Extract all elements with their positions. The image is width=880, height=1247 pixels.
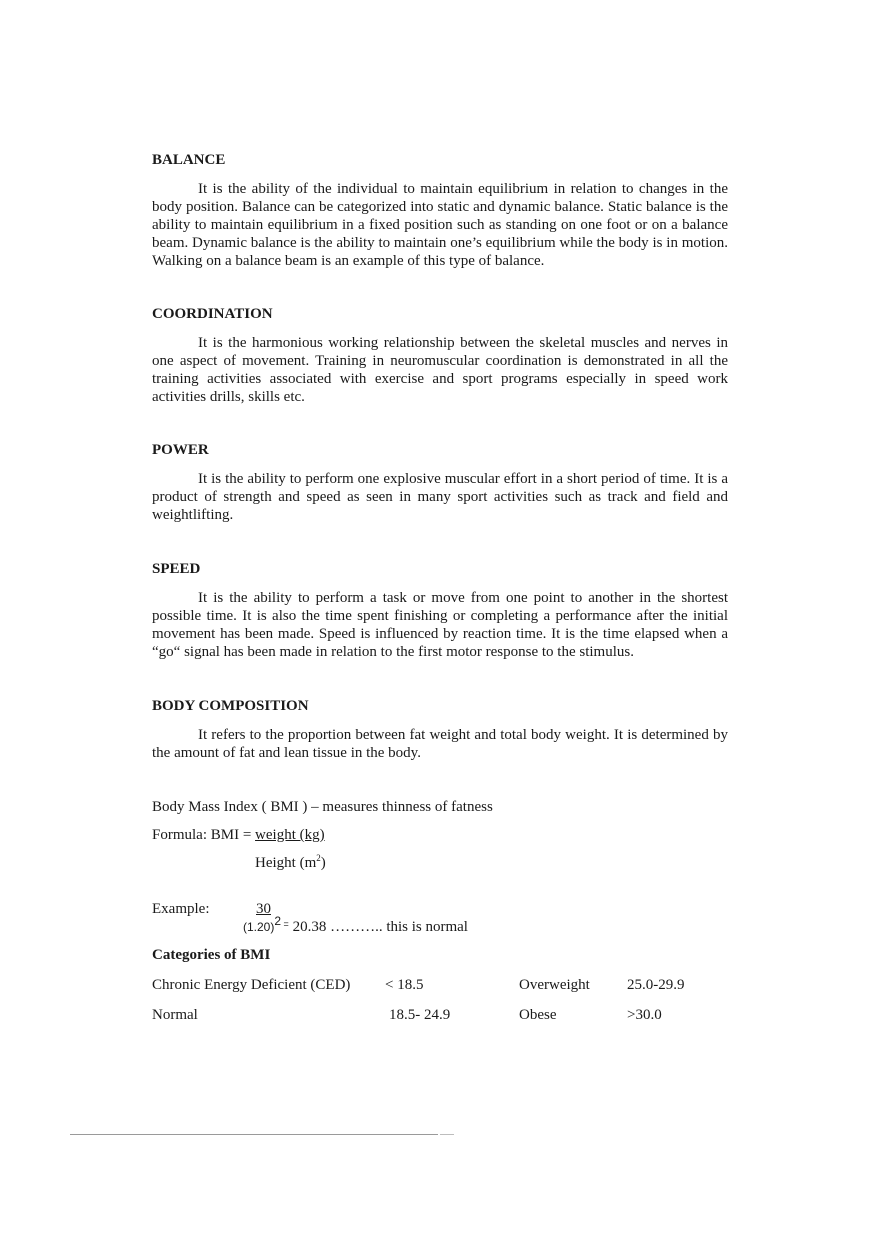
bmi-category-name: Normal: [152, 1007, 198, 1023]
bmi-category-range: 18.5- 24.9: [389, 1007, 451, 1023]
bmi-formula-label: Formula: BMI =: [152, 827, 256, 843]
bmi-formula-denominator-sup: 2: [316, 853, 321, 863]
bmi-example-denominator-line: [243, 914, 468, 936]
bmi-formula-denominator-text: Height (m: [255, 855, 317, 871]
section-text-body-composition: It refers to the proportion between fat weight and total body weight. It is determined by the amount of fat and lean tissue in the body.: [152, 727, 728, 761]
bmi-categories-heading: Categories of BMI: [152, 947, 271, 963]
footer-rule-end: [440, 1134, 454, 1135]
section-heading-body-composition: BODY COMPOSITION: [152, 698, 309, 714]
section-heading-power: POWER: [152, 442, 209, 458]
section-text-coordination: It is the harmonious working relationship between the skeletal muscles and nerves in one aspect of movement. Training in neuromuscular coordination is demonstrated in all the training activities associated with exercise and sport programs especially in speed work activities drills, skills etc.: [152, 335, 728, 405]
bmi-example-denominator-sup: 2: [274, 914, 282, 928]
bmi-formula-denominator: [255, 855, 326, 872]
section-heading-balance: BALANCE: [152, 152, 226, 168]
footer-rule: [70, 1134, 438, 1135]
bmi-example-label: Example:: [152, 901, 210, 917]
section-heading-speed: SPEED: [152, 561, 201, 577]
section-text-power: It is the ability to perform one explosive muscular effort in a short period of time. It is a product of strength and speed as seen in many sport activities such as track and field and weightlifting.: [152, 471, 728, 523]
section-heading-coordination: COORDINATION: [152, 306, 273, 322]
section-text-speed: It is the ability to perform a task or move from one point to another in the shortest possible time. It is also the time spent finishing or completing a performance after the initial movement has been made. Speed is influenced by reaction time. It is the time elapsed when a “go“ signal has been made in relation to the first motor response to the stimulus.: [152, 590, 728, 660]
bmi-formula-numerator: weight (kg): [255, 827, 325, 843]
bmi-category-range: 25.0-29.9: [627, 977, 685, 993]
bmi-category-name: Obese: [519, 1007, 557, 1023]
bmi-example-result: 20.38 ……….. this is normal: [288, 919, 468, 935]
bmi-example-equals: =: [281, 919, 289, 929]
bmi-category-range: < 18.5: [385, 977, 424, 993]
bmi-example-denominator: (1.20): [243, 920, 275, 934]
bmi-formula-denominator-end: ): [320, 855, 326, 871]
bmi-category-name: Chronic Energy Deficient (CED): [152, 977, 351, 993]
bmi-intro: Body Mass Index ( BMI ) – measures thinness of fatness: [152, 799, 493, 815]
section-text-balance: It is the ability of the individual to maintain equilibrium in relation to changes in the body position. Balance can be categorized into static and dynamic balance. Static balance is the ability to maintain equilibrium in a fixed position such as standing on one foot or on a balance beam. Dynamic balance is the ability to maintain one’s equilibrium while the body is in motion. Walking on a balance beam is an example of this type of balance.: [152, 181, 728, 269]
bmi-example-numerator: 30: [256, 901, 271, 917]
bmi-category-name: Overweight: [519, 977, 590, 993]
bmi-formula: [152, 827, 325, 844]
bmi-category-range: >30.0: [627, 1007, 662, 1023]
